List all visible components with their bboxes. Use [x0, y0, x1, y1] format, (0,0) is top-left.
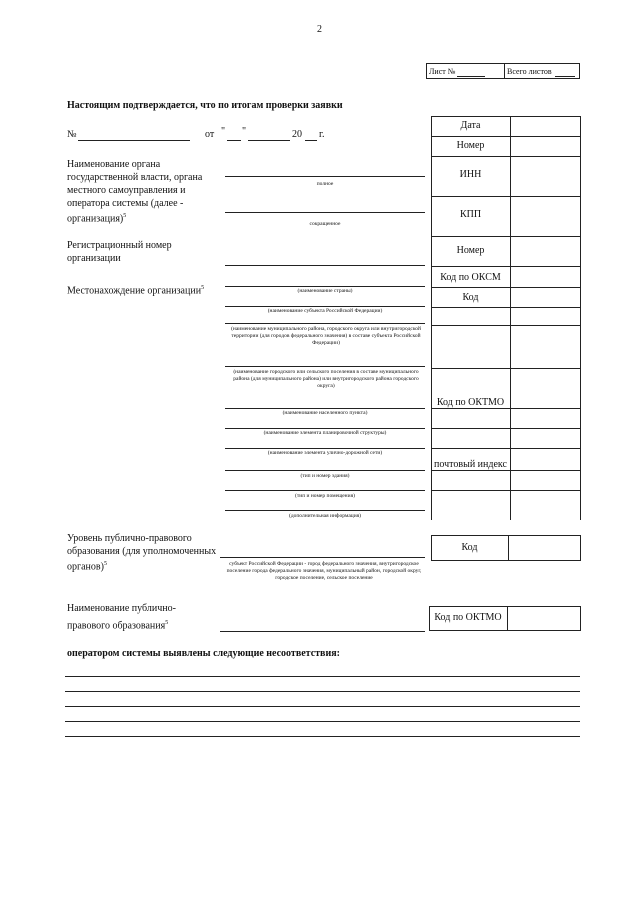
request-from-label: от: [205, 129, 215, 140]
mismatch-heading: оператором системы выявлены следующие несоответствия:: [67, 648, 340, 659]
oktmo-label: Код по ОКТМО: [436, 397, 505, 408]
settlement-caption: (наименование городского или сельского поселения в составе муниципального района (для муниципального района) или внутригородского района городского округа): [233, 369, 419, 389]
request-year-line: [305, 140, 317, 141]
room-caption: (тип и номер помещения): [295, 493, 355, 499]
sheet-total-label: Всего листов: [507, 67, 552, 76]
planning-caption: (наименование элемента планировочной структуры): [263, 430, 387, 436]
short-name-caption: сокращенное: [309, 221, 341, 227]
request-month-line: [248, 140, 290, 141]
pub-name-label: Наименование публично- правового образования$^5$: [67, 603, 176, 632]
pub-oktmo-label: Код по ОКТМО: [434, 612, 502, 623]
request-quote-close: ": [242, 126, 247, 137]
request-no-label: №: [67, 129, 77, 140]
locality-caption: (наименование населенного пункта): [282, 410, 368, 416]
page-number: 2: [317, 24, 322, 35]
extra-info-caption: (дополнительная информация): [288, 513, 362, 519]
inn-label: ИНН: [459, 169, 482, 180]
sheet-number-line: [457, 76, 485, 77]
country-caption: (наименование страны): [297, 288, 353, 294]
kpp-label: КПП: [459, 209, 482, 220]
number-label: Номер: [456, 140, 485, 151]
oksm-label: Код по ОКСМ: [440, 272, 501, 283]
request-quote-open: ": [221, 126, 226, 137]
request-year-prefix: 20: [292, 129, 302, 140]
sheet-total-line: [555, 76, 575, 77]
codes-table-divider: [510, 116, 511, 520]
date-label: Дата: [460, 120, 481, 131]
postal-index-label: почтовый индекс: [434, 459, 507, 470]
reg-number-code-label: Номер: [456, 245, 485, 256]
full-name-caption: полное: [316, 181, 334, 187]
subject-caption: (наименование субъекта Российской Федерации): [267, 308, 383, 314]
request-no-line: [78, 140, 190, 141]
building-caption: (тип и номер здания): [300, 473, 350, 479]
confirmation-heading: Настоящим подтверждается, что по итогам проверки заявки: [67, 100, 343, 111]
reg-number-label: Регистрационный номер организации: [67, 240, 172, 264]
org-name-label: Наименование органа государственной власти, органа местного самоуправления и оператора системы (далее - организация)$^5$: [67, 159, 203, 225]
level-label: Уровень публично-правового образования (для уполномоченных органов)$^5$: [67, 533, 217, 573]
request-day-line: [227, 140, 241, 141]
subject-code-label: Код: [462, 292, 479, 303]
sheet-number-label: Лист №: [429, 67, 456, 76]
level-code-label: Код: [461, 542, 478, 553]
street-caption: (наименование элемента улично-дорожной сети): [267, 450, 383, 456]
level-caption: субъект Российской Федерации - город федерального значения, внутригородское поселение города федерального значения, муниципальный район, городской округ, городское поселение, сельское поселение: [226, 561, 422, 581]
municipal-caption: (наименование муниципального района, городского округа или внутригородской территории (для городов федерального значения) в составе субъекта Российской Федерации): [231, 326, 421, 346]
request-year-suffix: г.: [319, 129, 325, 140]
location-label: Местонахождение организации$^5$: [67, 285, 205, 297]
sheet-box-divider: [504, 63, 505, 79]
